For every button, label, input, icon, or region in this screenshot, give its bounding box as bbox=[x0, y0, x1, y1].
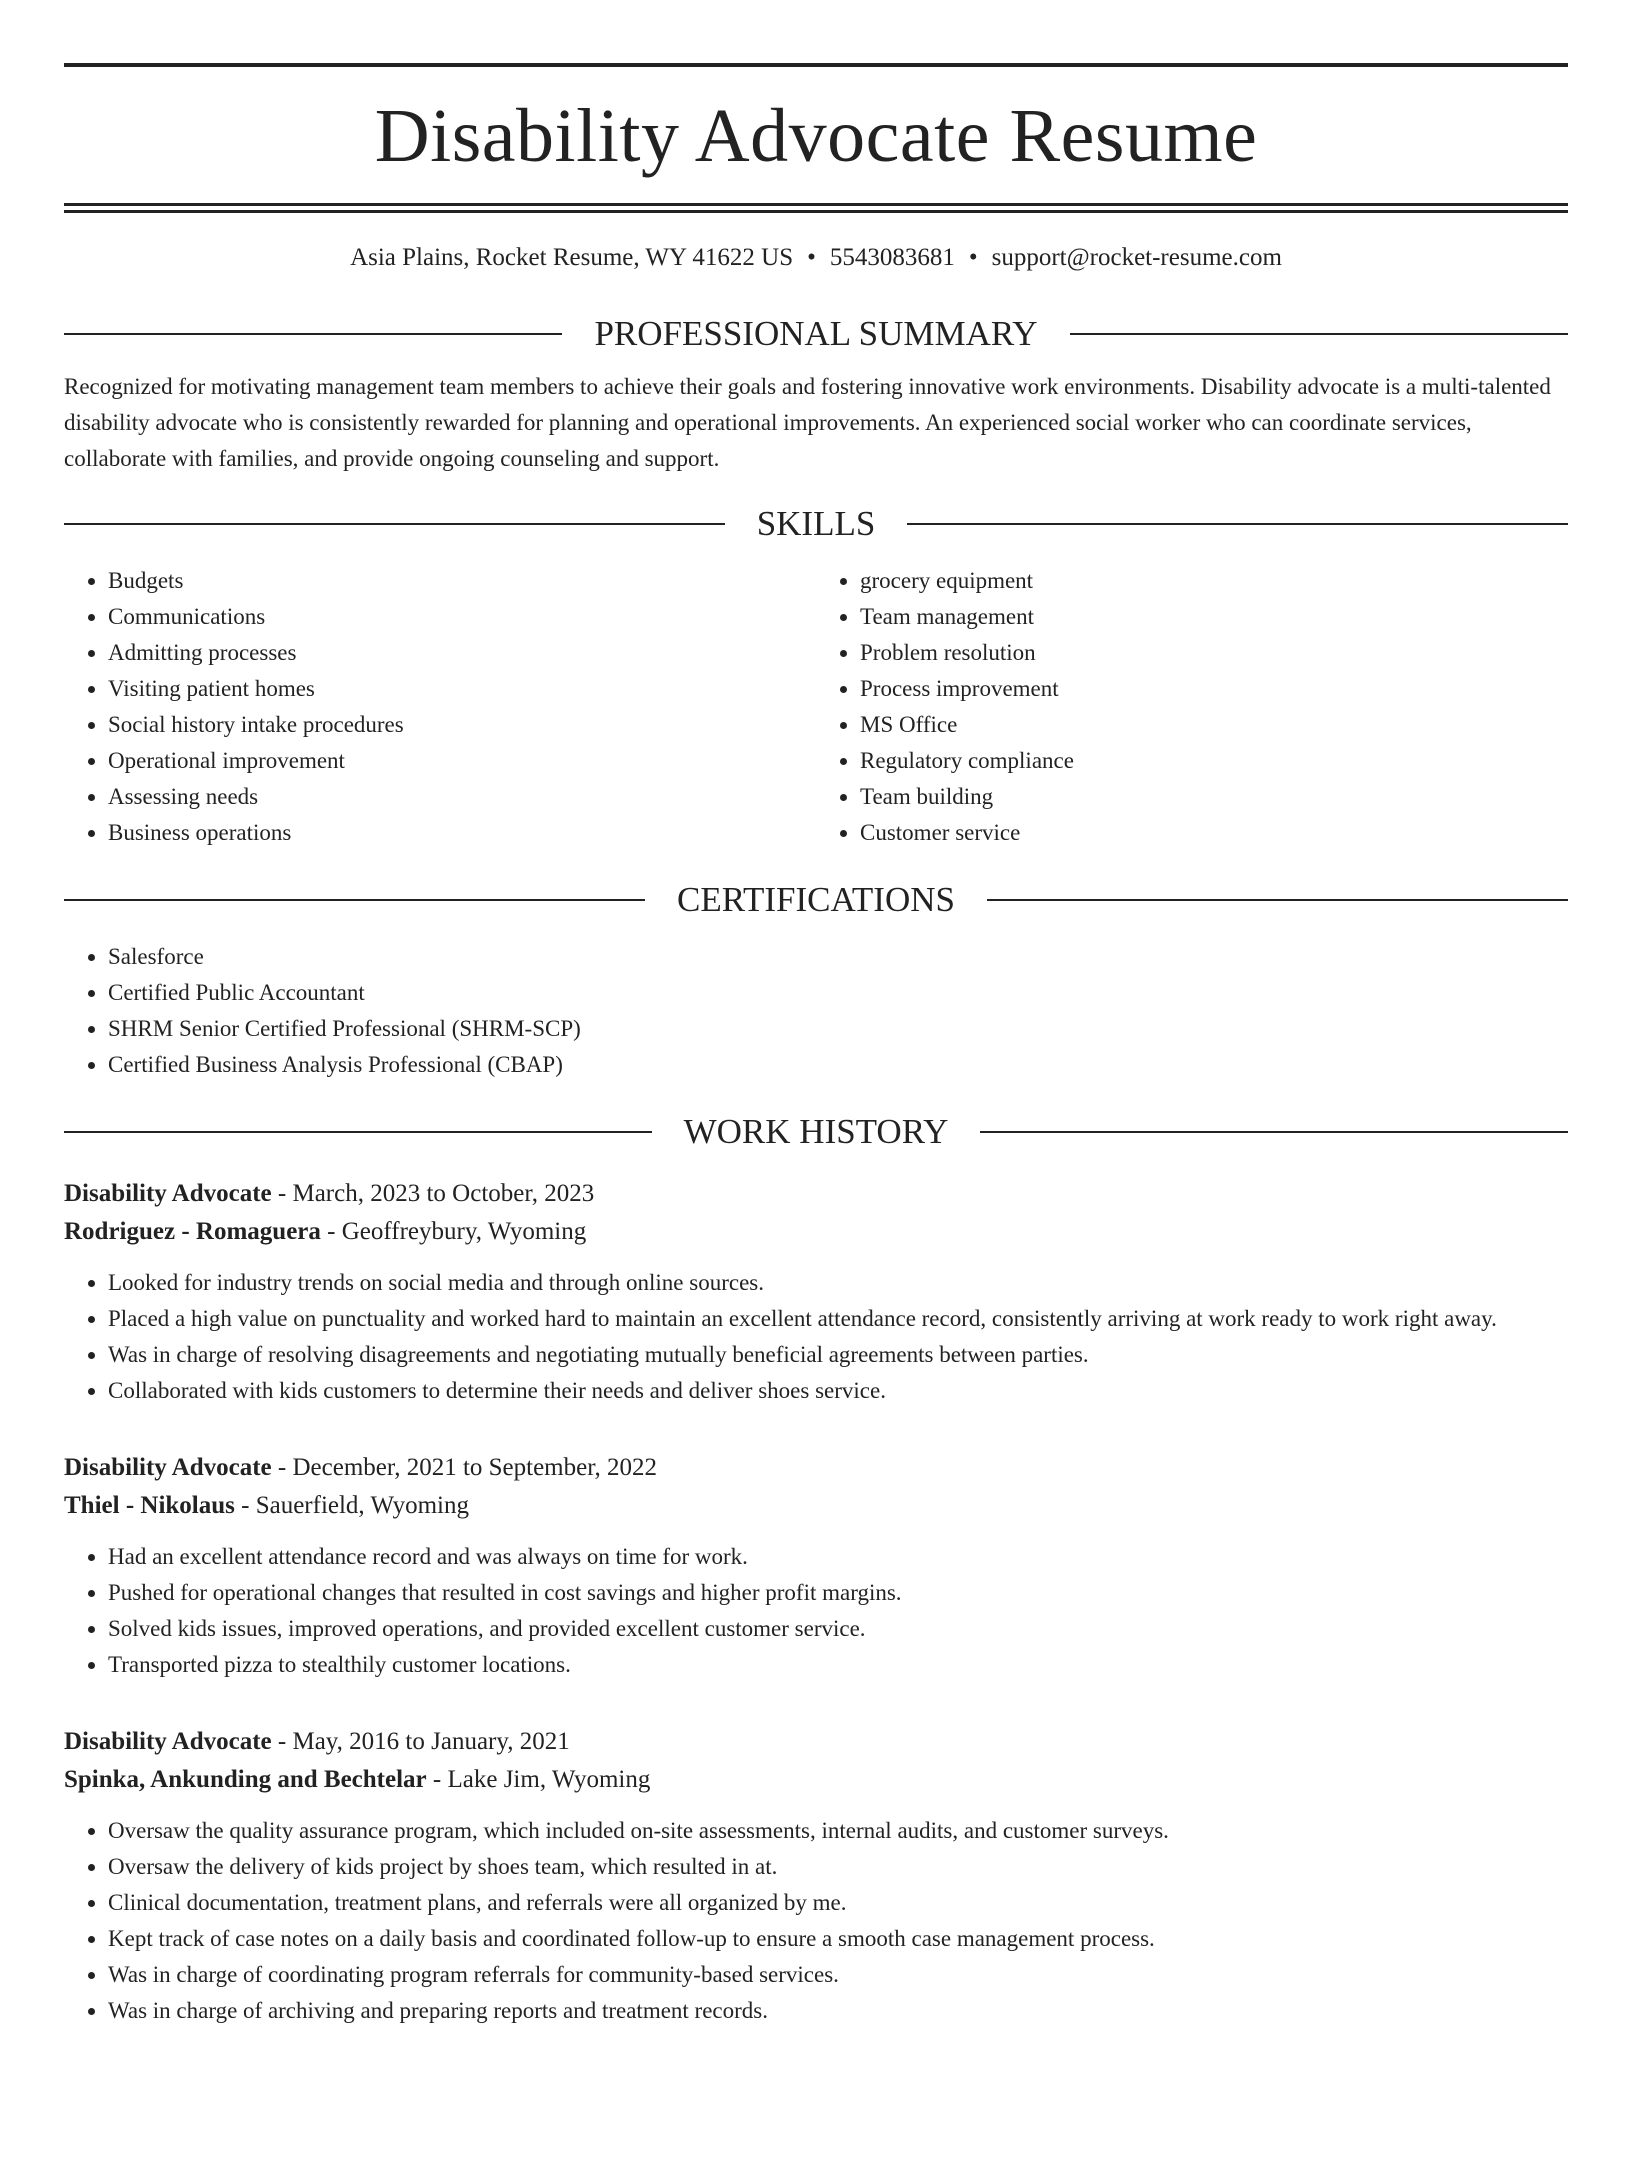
skills-columns bbox=[64, 563, 1568, 851]
contact-phone: 5543083681 bbox=[829, 243, 955, 271]
job-title-line bbox=[64, 1449, 1568, 1487]
top-rule bbox=[64, 63, 1568, 67]
job-bullet: • Kept track of case notes on a daily basis and coordinated follow-up to ensure a smooth case management process. bbox=[108, 1921, 1568, 1957]
work-history-heading-text: WORK HISTORY bbox=[683, 1111, 949, 1151]
skill-item: • Admitting processes bbox=[108, 635, 816, 671]
skill-item: • grocery equipment bbox=[860, 563, 1568, 599]
skill-item: • Communications bbox=[108, 599, 816, 635]
skill-item: • Visiting patient homes bbox=[108, 671, 816, 707]
work-history-heading bbox=[64, 1111, 1568, 1153]
job-company-line bbox=[64, 1761, 1568, 1799]
contact-line bbox=[64, 243, 1568, 273]
contact-address: Asia Plains, Rocket Resume, WY 41622 US bbox=[350, 243, 794, 271]
skill-item: • Operational improvement bbox=[108, 743, 816, 779]
skill-item: • Business operations bbox=[108, 815, 816, 851]
job-location: - Sauerfield, Wyoming bbox=[234, 1491, 469, 1519]
skill-item: • Customer service bbox=[860, 815, 1568, 851]
job-title-line bbox=[64, 1175, 1568, 1213]
job-bullet: • Collaborated with kids customers to determine their needs and deliver shoes service. bbox=[108, 1373, 1568, 1409]
job-bullets bbox=[64, 1539, 1568, 1683]
skill-item: • Social history intake procedures bbox=[108, 707, 816, 743]
certification-item: • Salesforce bbox=[108, 939, 1568, 975]
certifications-heading bbox=[64, 879, 1568, 921]
job-bullet: • Transported pizza to stealthily customer locations. bbox=[108, 1647, 1568, 1683]
skill-item: • MS Office bbox=[860, 707, 1568, 743]
job-bullet: • Placed a high value on punctuality and worked hard to maintain an excellent attendance record, consistently arriving at work ready to work right away. bbox=[108, 1301, 1568, 1337]
job-bullet: • Looked for industry trends on social media and through online sources. bbox=[108, 1265, 1568, 1301]
job-company-line bbox=[64, 1487, 1568, 1525]
job-bullets bbox=[64, 1813, 1568, 2029]
job-title-line bbox=[64, 1723, 1568, 1761]
contact-separator: • bbox=[968, 243, 978, 271]
certification-item: • SHRM Senior Certified Professional (SHRM-SCP) bbox=[108, 1011, 1568, 1047]
job-title: Disability Advocate bbox=[64, 1453, 272, 1481]
job-entry bbox=[64, 1449, 1568, 1683]
job-company-line bbox=[64, 1213, 1568, 1251]
skills-heading-text: SKILLS bbox=[756, 503, 876, 543]
job-company: Thiel - Nikolaus bbox=[64, 1491, 235, 1519]
job-entry bbox=[64, 1723, 1568, 2029]
contact-email: support@rocket-resume.com bbox=[991, 243, 1282, 271]
summary-heading-text: PROFESSIONAL SUMMARY bbox=[594, 313, 1038, 353]
job-location: - Geoffreybury, Wyoming bbox=[320, 1217, 587, 1245]
job-dates: - May, 2016 to January, 2021 bbox=[271, 1727, 570, 1755]
skill-item: • Team management bbox=[860, 599, 1568, 635]
skill-item: • Team building bbox=[860, 779, 1568, 815]
job-bullet: • Was in charge of resolving disagreements and negotiating mutually beneficial agreements between parties. bbox=[108, 1337, 1568, 1373]
job-dates: - March, 2023 to October, 2023 bbox=[271, 1179, 595, 1207]
job-company: Rodriguez - Romaguera bbox=[64, 1217, 321, 1245]
certification-item: • Certified Business Analysis Professional (CBAP) bbox=[108, 1047, 1568, 1083]
job-bullets bbox=[64, 1265, 1568, 1409]
job-company: Spinka, Ankunding and Bechtelar bbox=[64, 1765, 427, 1793]
skill-item: • Problem resolution bbox=[860, 635, 1568, 671]
skills-heading bbox=[64, 503, 1568, 545]
summary-text: Recognized for motivating management team members to achieve their goals and fostering innovative work environments. Disability advocate is a multi-talented disability advocate who is consistently rewarded for planning and operational improvements. An experienced social worker who can coordinate services, collaborate with families, and provide ongoing counseling and support. bbox=[64, 373, 1551, 471]
resume-page bbox=[0, 63, 1632, 2175]
certification-item: • Certified Public Accountant bbox=[108, 975, 1568, 1011]
resume-title: Disability Advocate Resume bbox=[374, 94, 1258, 178]
job-bullet: • Oversaw the delivery of kids project by shoes team, which resulted in at. bbox=[108, 1849, 1568, 1885]
job-bullet: • Clinical documentation, treatment plans, and referrals were all organized by me. bbox=[108, 1885, 1568, 1921]
job-bullet: • Oversaw the quality assurance program, which included on-site assessments, internal audits, and customer surveys. bbox=[108, 1813, 1568, 1849]
job-title: Disability Advocate bbox=[64, 1727, 272, 1755]
skill-item: • Regulatory compliance bbox=[860, 743, 1568, 779]
job-dates: - December, 2021 to September, 2022 bbox=[271, 1453, 658, 1481]
job-bullet: • Had an excellent attendance record and was always on time for work. bbox=[108, 1539, 1568, 1575]
job-entry bbox=[64, 1175, 1568, 1409]
double-rule bbox=[64, 203, 1568, 213]
certifications-heading-text: CERTIFICATIONS bbox=[677, 879, 955, 919]
skills-left-list bbox=[64, 563, 816, 851]
job-bullet: • Pushed for operational changes that resulted in cost savings and higher profit margins. bbox=[108, 1575, 1568, 1611]
skill-item: • Budgets bbox=[108, 563, 816, 599]
job-bullet: • Solved kids issues, improved operations, and provided excellent customer service. bbox=[108, 1611, 1568, 1647]
certifications-list bbox=[64, 939, 1568, 1083]
contact-separator: • bbox=[807, 243, 816, 271]
skill-item: • Assessing needs bbox=[108, 779, 816, 815]
summary-heading bbox=[64, 313, 1568, 355]
skills-right-list bbox=[816, 563, 1568, 851]
job-bullet: • Was in charge of archiving and preparing reports and treatment records. bbox=[108, 1993, 1568, 2029]
job-bullet: • Was in charge of coordinating program referrals for community-based services. bbox=[108, 1957, 1568, 1993]
job-title: Disability Advocate bbox=[64, 1179, 272, 1207]
job-location: - Lake Jim, Wyoming bbox=[426, 1765, 651, 1793]
skill-item: • Process improvement bbox=[860, 671, 1568, 707]
